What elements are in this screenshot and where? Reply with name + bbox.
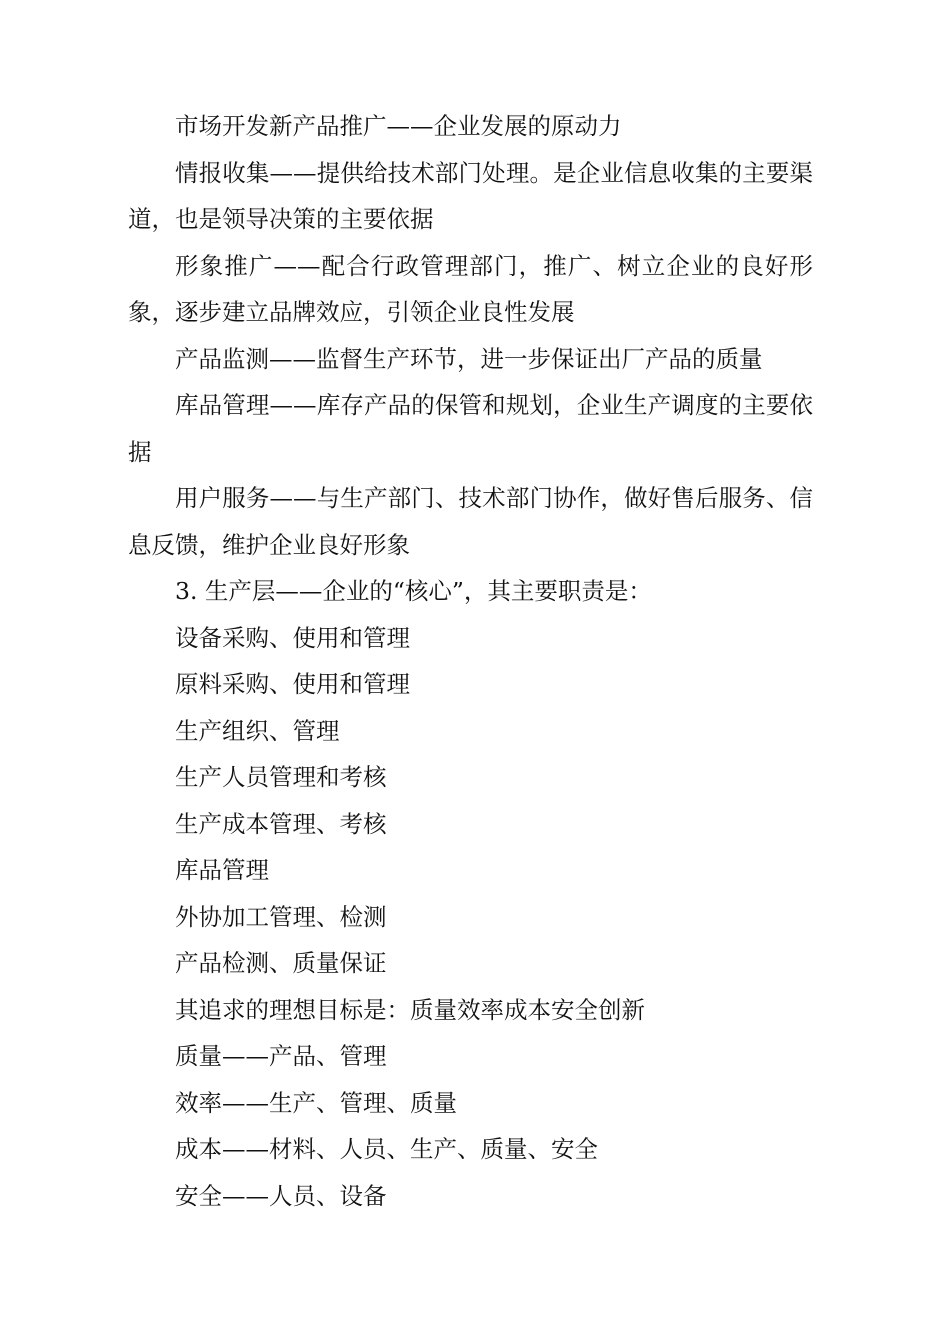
list-item: 质量——产品、管理: [175, 1042, 387, 1070]
document-body: [128, 103, 813, 1219]
paragraph: 市场开发新产品推广——企业发展的原动力: [175, 112, 622, 140]
paragraph: 产品监测——监督生产环节，进一步保证出厂产品的质量: [175, 344, 763, 373]
list-item: 库品管理: [175, 856, 269, 884]
list-item: 安全——人员、设备: [175, 1181, 387, 1210]
list-item: 产品检测、质量保证: [175, 949, 387, 977]
list-item: 效率——生产、管理、质量: [175, 1088, 457, 1117]
list-item: 成本——材料、人员、生产、质量、安全: [175, 1135, 598, 1163]
list-item: 外协加工管理、检测: [175, 902, 387, 931]
paragraph: 情报收集——提供给技术部门处理。是企业信息收集的主要渠道，也是领导决策的主要依据: [128, 158, 813, 233]
paragraph: 用户服务——与生产部门、技术部门协作，做好售后服务、信息反馈，维护企业良好形象: [128, 484, 813, 559]
paragraph: 形象推广——配合行政管理部门，推广、树立企业的良好形象，逐步建立品牌效应，引领企业良性发展: [128, 251, 813, 326]
paragraph: 库品管理——库存产品的保管和规划，企业生产调度的主要依据: [128, 391, 813, 466]
section-heading: 3. 生产层——企业的“核心”，其主要职责是：: [175, 577, 652, 605]
list-item: 生产组织、管理: [175, 716, 340, 745]
list-item: 生产成本管理、考核: [175, 809, 387, 838]
list-item: 原料采购、使用和管理: [175, 670, 410, 698]
paragraph: 其追求的理想目标是：质量效率成本安全创新: [175, 995, 645, 1024]
list-item: 生产人员管理和考核: [175, 763, 387, 791]
list-item: 设备采购、使用和管理: [175, 623, 410, 652]
